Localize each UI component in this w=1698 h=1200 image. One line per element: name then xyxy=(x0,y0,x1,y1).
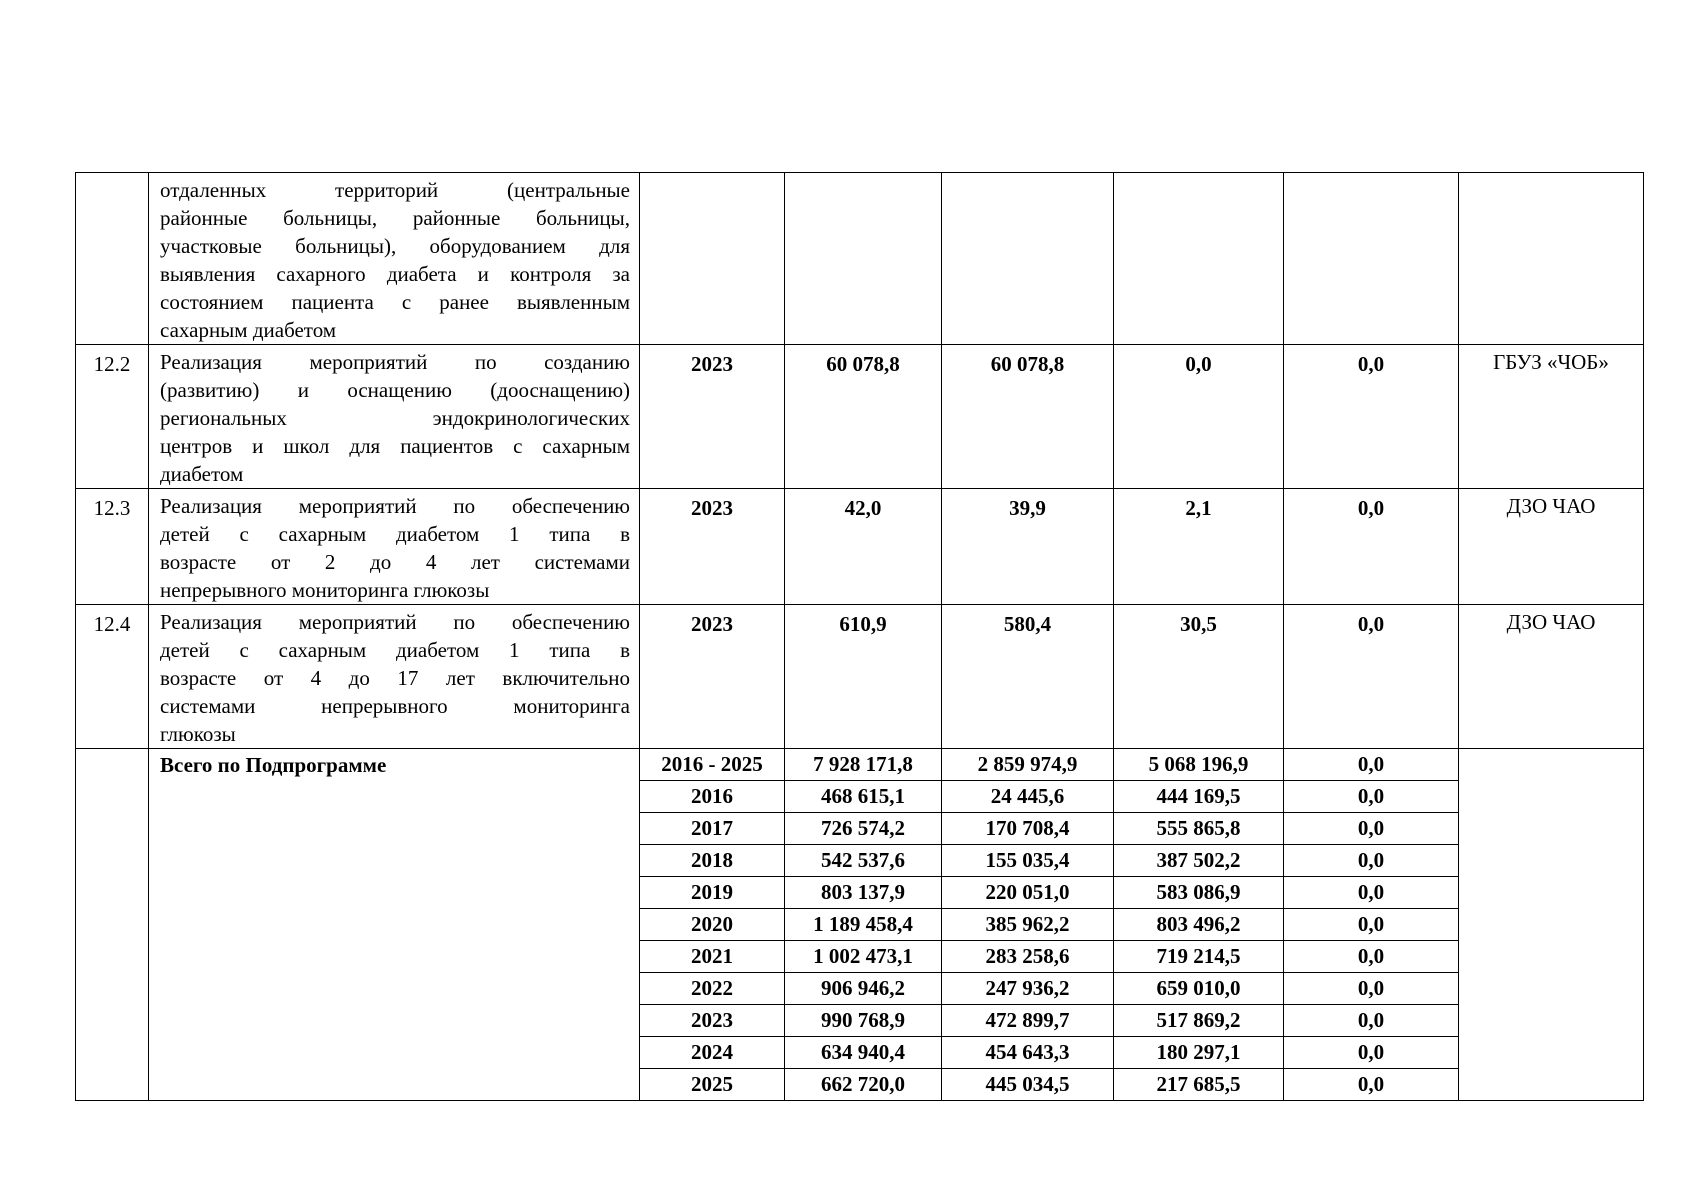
executor-cell: ГБУЗ «ЧОБ» xyxy=(1459,345,1644,489)
table-row xyxy=(76,605,1644,749)
total-cell: 1 189 458,4 xyxy=(785,909,942,941)
year-cell: 2017 xyxy=(640,813,785,845)
federal-budget-cell xyxy=(1114,173,1284,345)
federal-budget-cell: 583 086,9 xyxy=(1114,877,1284,909)
total-cell: 662 720,0 xyxy=(785,1069,942,1101)
other-sources-cell: 0,0 xyxy=(1284,909,1459,941)
other-sources-cell: 0,0 xyxy=(1284,1037,1459,1069)
federal-budget-cell: 2,1 xyxy=(1114,489,1284,605)
total-cell: 542 537,6 xyxy=(785,845,942,877)
total-cell: 468 615,1 xyxy=(785,781,942,813)
activity-description xyxy=(149,173,640,345)
regional-budget-cell: 283 258,6 xyxy=(942,941,1114,973)
regional-budget-cell: 247 936,2 xyxy=(942,973,1114,1005)
federal-budget-cell: 217 685,5 xyxy=(1114,1069,1284,1101)
other-sources-cell: 0,0 xyxy=(1284,973,1459,1005)
regional-budget-cell: 445 034,5 xyxy=(942,1069,1114,1101)
description-line: непрерывного мониторинга глюкозы xyxy=(160,578,490,602)
description-line: Реализация мероприятий по созданию xyxy=(160,350,630,374)
executor-cell xyxy=(1459,173,1644,345)
year-cell: 2021 xyxy=(640,941,785,973)
other-sources-cell: 0,0 xyxy=(1284,781,1459,813)
federal-budget-cell: 30,5 xyxy=(1114,605,1284,749)
year-cell: 2024 xyxy=(640,1037,785,1069)
description-line: возрасте от 2 до 4 лет системами xyxy=(160,550,630,574)
description-line: отдаленных территорий (центральные xyxy=(160,178,630,202)
federal-budget-cell: 180 297,1 xyxy=(1114,1037,1284,1069)
regional-budget-cell: 24 445,6 xyxy=(942,781,1114,813)
description-line: участковые больницы), оборудованием для xyxy=(160,234,630,258)
total-cell: 803 137,9 xyxy=(785,877,942,909)
description-line: выявления сахарного диабета и контроля за xyxy=(160,262,630,286)
regional-budget-cell: 39,9 xyxy=(942,489,1114,605)
year-cell: 2019 xyxy=(640,877,785,909)
description-line: районные больницы, районные больницы, xyxy=(160,206,630,230)
description-line: центров и школ для пациентов с сахарным xyxy=(160,434,630,458)
description-line: диабетом xyxy=(160,462,244,486)
other-sources-cell: 0,0 xyxy=(1284,1069,1459,1101)
regional-budget-cell: 2 859 974,9 xyxy=(942,749,1114,781)
regional-budget-cell: 220 051,0 xyxy=(942,877,1114,909)
year-cell: 2023 xyxy=(640,605,785,749)
regional-budget-cell: 60 078,8 xyxy=(942,345,1114,489)
total-cell xyxy=(785,173,942,345)
executor-cell: ДЗО ЧАО xyxy=(1459,489,1644,605)
year-cell: 2025 xyxy=(640,1069,785,1101)
total-cell: 990 768,9 xyxy=(785,1005,942,1037)
description-line: возрасте от 4 до 17 лет включительно xyxy=(160,666,630,690)
total-cell: 906 946,2 xyxy=(785,973,942,1005)
federal-budget-cell: 387 502,2 xyxy=(1114,845,1284,877)
table-row xyxy=(76,173,1644,345)
total-cell: 1 002 473,1 xyxy=(785,941,942,973)
empty-number-cell xyxy=(76,749,149,1101)
description-line: глюкозы xyxy=(160,722,236,746)
year-cell: 2018 xyxy=(640,845,785,877)
federal-budget-cell: 803 496,2 xyxy=(1114,909,1284,941)
year-cell: 2023 xyxy=(640,1005,785,1037)
total-cell: 634 940,4 xyxy=(785,1037,942,1069)
other-sources-cell: 0,0 xyxy=(1284,605,1459,749)
other-sources-cell: 0,0 xyxy=(1284,489,1459,605)
other-sources-cell: 0,0 xyxy=(1284,813,1459,845)
activity-description xyxy=(149,605,640,749)
description-line: сахарным диабетом xyxy=(160,318,337,342)
total-cell: 42,0 xyxy=(785,489,942,605)
description-line: региональных эндокринологических xyxy=(160,406,630,430)
total-cell: 60 078,8 xyxy=(785,345,942,489)
federal-budget-cell: 719 214,5 xyxy=(1114,941,1284,973)
year-cell: 2023 xyxy=(640,489,785,605)
federal-budget-cell: 555 865,8 xyxy=(1114,813,1284,845)
totals-label: Всего по Подпрограмме xyxy=(149,749,640,1101)
year-cell: 2022 xyxy=(640,973,785,1005)
totals-row xyxy=(76,749,1644,781)
year-cell: 2020 xyxy=(640,909,785,941)
year-cell: 2016 - 2025 xyxy=(640,749,785,781)
federal-budget-cell: 5 068 196,9 xyxy=(1114,749,1284,781)
regional-budget-cell: 472 899,7 xyxy=(942,1005,1114,1037)
total-cell: 7 928 171,8 xyxy=(785,749,942,781)
row-number: 12.3 xyxy=(76,489,149,605)
year-cell xyxy=(640,173,785,345)
other-sources-cell xyxy=(1284,173,1459,345)
row-number: 12.2 xyxy=(76,345,149,489)
other-sources-cell: 0,0 xyxy=(1284,941,1459,973)
total-cell: 726 574,2 xyxy=(785,813,942,845)
description-line: Реализация мероприятий по обеспечению xyxy=(160,494,630,518)
other-sources-cell: 0,0 xyxy=(1284,1005,1459,1037)
table-row xyxy=(76,489,1644,605)
federal-budget-cell: 0,0 xyxy=(1114,345,1284,489)
description-line: (развитию) и оснащению (дооснащению) xyxy=(160,378,630,402)
year-cell: 2016 xyxy=(640,781,785,813)
description-line: детей с сахарным диабетом 1 типа в xyxy=(160,638,630,662)
row-number xyxy=(76,173,149,345)
activity-description xyxy=(149,489,640,605)
federal-budget-cell: 517 869,2 xyxy=(1114,1005,1284,1037)
year-cell: 2023 xyxy=(640,345,785,489)
regional-budget-cell xyxy=(942,173,1114,345)
description-line: детей с сахарным диабетом 1 типа в xyxy=(160,522,630,546)
row-number: 12.4 xyxy=(76,605,149,749)
regional-budget-cell: 170 708,4 xyxy=(942,813,1114,845)
description-line: состоянием пациента с ранее выявленным xyxy=(160,290,630,314)
regional-budget-cell: 580,4 xyxy=(942,605,1114,749)
total-cell: 610,9 xyxy=(785,605,942,749)
empty-executor-cell xyxy=(1459,749,1644,1101)
executor-cell: ДЗО ЧАО xyxy=(1459,605,1644,749)
regional-budget-cell: 155 035,4 xyxy=(942,845,1114,877)
regional-budget-cell: 454 643,3 xyxy=(942,1037,1114,1069)
federal-budget-cell: 444 169,5 xyxy=(1114,781,1284,813)
regional-budget-cell: 385 962,2 xyxy=(942,909,1114,941)
description-line: Реализация мероприятий по обеспечению xyxy=(160,610,630,634)
other-sources-cell: 0,0 xyxy=(1284,345,1459,489)
other-sources-cell: 0,0 xyxy=(1284,749,1459,781)
table-row xyxy=(76,345,1644,489)
other-sources-cell: 0,0 xyxy=(1284,845,1459,877)
other-sources-cell: 0,0 xyxy=(1284,877,1459,909)
description-line: системами непрерывного мониторинга xyxy=(160,694,630,718)
activity-description xyxy=(149,345,640,489)
federal-budget-cell: 659 010,0 xyxy=(1114,973,1284,1005)
budget-table xyxy=(75,172,1644,1101)
